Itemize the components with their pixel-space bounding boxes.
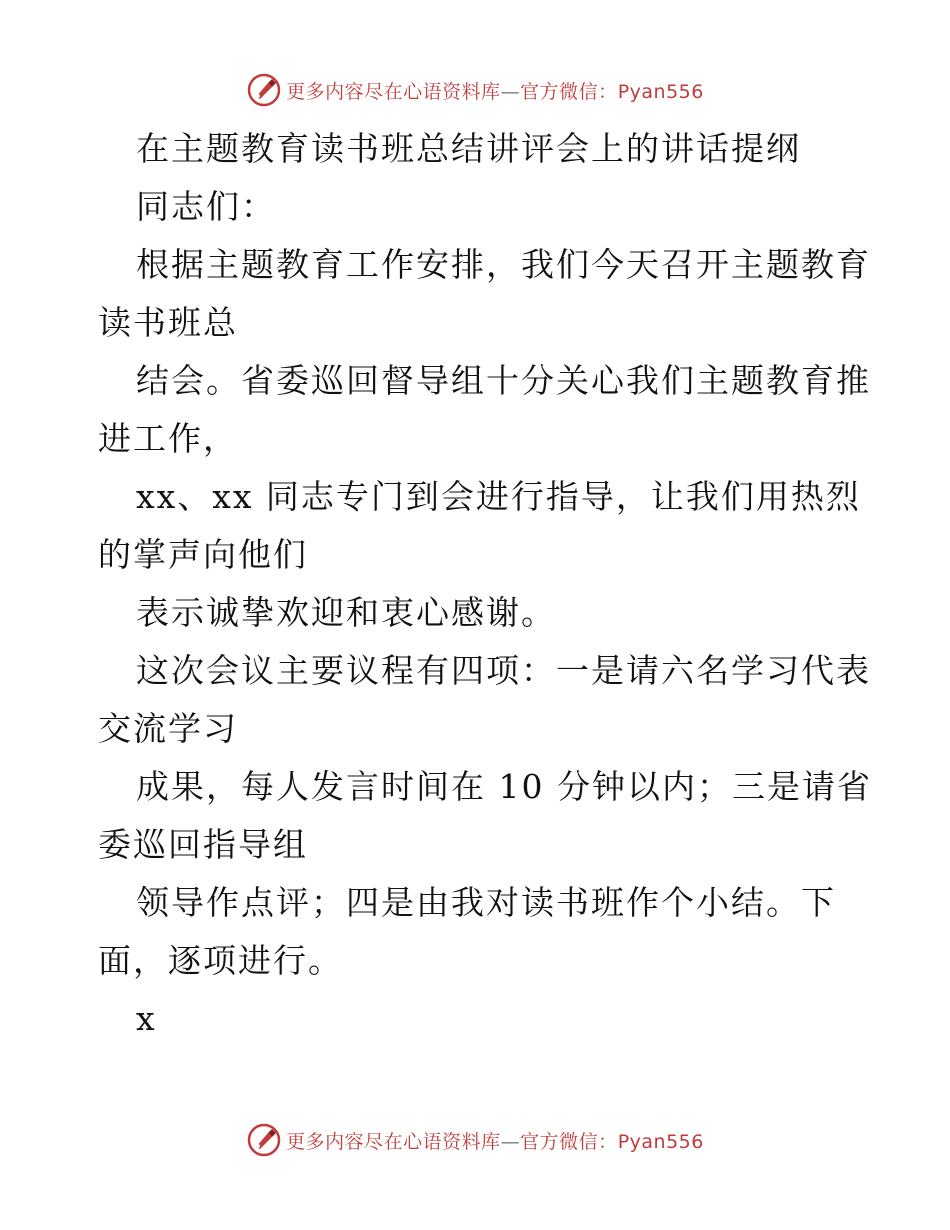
- footer-watermark: [0, 1120, 950, 1160]
- watermark-id: Pyan556: [617, 80, 704, 103]
- text-line: 委巡回指导组: [98, 825, 308, 864]
- watermark-id: Pyan556: [617, 1130, 704, 1153]
- text-line: 表示诚挚欢迎和衷心感谢。: [136, 593, 556, 632]
- text-line: 同志们：: [136, 187, 276, 226]
- watermark-main: 更多内容尽在心语资料库: [286, 80, 501, 103]
- watermark-separator: —: [500, 1130, 521, 1153]
- watermark-text: [286, 1127, 704, 1154]
- text-line: x: [136, 999, 157, 1038]
- pen-nib-seal-icon: [246, 1122, 282, 1158]
- text-line: 结会。省委巡回督导组十分关心我们主题教育推: [136, 361, 871, 400]
- watermark-text: [286, 77, 704, 104]
- header-watermark: [0, 70, 950, 110]
- watermark-label: 官方微信：: [520, 1130, 618, 1153]
- text-line: 这次会议主要议程有四项：一是请六名学习代表: [136, 651, 871, 690]
- text-line: 根据主题教育工作安排，我们今天召开主题教育: [136, 245, 871, 284]
- text-line: 进工作，: [98, 419, 238, 458]
- watermark-label: 官方微信：: [520, 80, 618, 103]
- watermark-separator: —: [500, 80, 521, 103]
- text-line: 的掌声向他们: [98, 535, 308, 574]
- text-line: 成果，每人发言时间在 10 分钟以内；三是请省: [136, 767, 872, 806]
- text-line: 在主题教育读书班总结讲评会上的讲话提纲: [136, 129, 801, 168]
- text-line: xx、xx 同志专门到会进行指导，让我们用热烈: [136, 477, 861, 516]
- watermark-main: 更多内容尽在心语资料库: [286, 1130, 501, 1153]
- text-line: 交流学习: [98, 709, 238, 748]
- document-body: [98, 120, 872, 1048]
- text-line: 领导作点评；四是由我对读书班作个小结。下: [136, 883, 836, 922]
- text-line: 读书班总: [98, 303, 238, 342]
- text-line: 面，逐项进行。: [98, 941, 343, 980]
- pen-nib-seal-icon: [246, 72, 282, 108]
